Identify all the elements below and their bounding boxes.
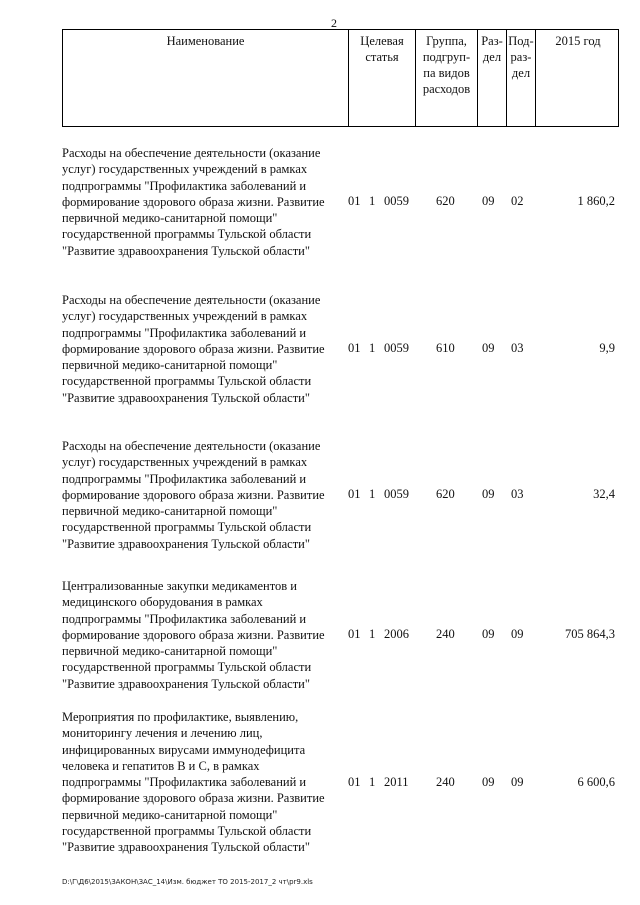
header-group-line: расходов xyxy=(422,82,471,96)
row-name-line: первичной медико-санитарной помощи" xyxy=(62,211,278,226)
cell-cs-b: 1 xyxy=(369,194,376,208)
row-name-line: формирование здорового образа жизни. Развитие xyxy=(62,194,325,209)
cell-cs-a: 01 xyxy=(348,775,361,789)
cell-podrazdel: 03 xyxy=(511,487,524,501)
cell-razdel: 09 xyxy=(482,341,495,355)
header-target-article xyxy=(348,30,415,126)
row-name-line: "Развитие здравоохранения Тульской области" xyxy=(62,536,310,551)
cell-razdel: 09 xyxy=(482,775,495,789)
cell-podrazdel: 03 xyxy=(511,341,524,355)
row-name-line: подпрограммы "Профилактика заболеваний и xyxy=(62,471,307,486)
cell-cs-c: 2006 xyxy=(384,627,409,641)
row-name-line: "Развитие здравоохранения Тульской области" xyxy=(62,840,310,855)
header-year xyxy=(535,30,620,126)
row-name-line: подпрограммы "Профилактика заболеваний и xyxy=(62,611,307,626)
row-name-line: "Развитие здравоохранения Тульской области" xyxy=(62,390,310,405)
row-name-line: государственной программы Тульской области xyxy=(62,374,312,389)
row-name-line: Централизованные закупки медикаментов и xyxy=(62,579,297,593)
row-name-line: мониторингу лечения и лечению лиц, xyxy=(62,726,263,741)
row-name-line: первичной медико-санитарной помощи" xyxy=(62,644,278,659)
cell-amount: 1 860,2 xyxy=(577,194,615,208)
cell-cs-a: 01 xyxy=(348,194,361,208)
row-name-line: первичной медико-санитарной помощи" xyxy=(62,358,278,373)
cell-group: 610 xyxy=(436,341,455,355)
cell-group: 240 xyxy=(436,627,455,641)
row-name-line: государственной программы Тульской области xyxy=(62,520,312,535)
header-razdel-line: Раз- xyxy=(481,34,503,48)
row-name-line: формирование здорового образа жизни. Развитие xyxy=(62,791,325,806)
row-name xyxy=(62,438,347,552)
header-year-label: 2015 год xyxy=(555,34,601,48)
cell-amount: 32,4 xyxy=(593,487,615,501)
header-podrazdel-line: Под- xyxy=(508,34,534,48)
header-podrazdel-line: раз- xyxy=(510,50,532,64)
cell-amount: 6 600,6 xyxy=(577,775,615,789)
header-razdel xyxy=(477,30,506,126)
table-row xyxy=(62,292,619,412)
header-podrazdel xyxy=(506,30,535,126)
file-path-footer: D:\Г\Д6\2015\ЗАКОН\ЗАС_14\Изм. бюджет ТО 2015-2017_2 чт\pr9.xls xyxy=(62,878,313,886)
row-name-line: Мероприятия по профилактике, выявлению, xyxy=(62,710,299,724)
row-name-line: Расходы на обеспечение деятельности (оказание xyxy=(62,439,321,453)
cell-cs-b: 1 xyxy=(369,341,376,355)
row-name xyxy=(62,709,347,856)
row-name-line: подпрограммы "Профилактика заболеваний и xyxy=(62,178,307,193)
cell-group: 620 xyxy=(436,194,455,208)
row-name xyxy=(62,578,347,692)
row-name-line: формирование здорового образа жизни. Развитие xyxy=(62,487,325,502)
cell-cs-b: 1 xyxy=(369,775,376,789)
row-name xyxy=(62,292,347,406)
row-name-line: подпрограммы "Профилактика заболеваний и xyxy=(62,325,307,340)
row-name-line: государственной программы Тульской области xyxy=(62,660,312,675)
header-name-label: Наименование xyxy=(166,34,245,48)
header-group-line: подгруп- xyxy=(422,50,471,64)
cell-razdel: 09 xyxy=(482,194,495,208)
row-name-line: услуг) государственных учреждений в рамках xyxy=(62,455,308,470)
row-name-line: формирование здорового образа жизни. Развитие xyxy=(62,341,325,356)
row-name-line: подпрограммы "Профилактика заболеваний и xyxy=(62,775,307,790)
header-name xyxy=(63,30,348,126)
header-razdel-line: дел xyxy=(482,50,502,64)
cell-amount: 705 864,3 xyxy=(565,627,615,641)
header-target-line: Целевая xyxy=(360,34,404,48)
table-row xyxy=(62,709,619,859)
header-podrazdel-line: дел xyxy=(511,66,531,80)
header-group xyxy=(415,30,477,126)
row-name-line: "Развитие здравоохранения Тульской области" xyxy=(62,676,310,691)
cell-razdel: 09 xyxy=(482,487,495,501)
table-header xyxy=(62,29,619,127)
cell-cs-b: 1 xyxy=(369,627,376,641)
row-name-line: Расходы на обеспечение деятельности (оказание xyxy=(62,146,321,160)
cell-amount: 9,9 xyxy=(599,341,615,355)
cell-cs-a: 01 xyxy=(348,627,361,641)
row-name-line: государственной программы Тульской области xyxy=(62,824,312,839)
row-name-line: первичной медико-санитарной помощи" xyxy=(62,504,278,519)
cell-group: 620 xyxy=(436,487,455,501)
row-name-line: услуг) государственных учреждений в рамках xyxy=(62,162,308,177)
row-name-line: Расходы на обеспечение деятельности (оказание xyxy=(62,293,321,307)
row-name xyxy=(62,145,347,259)
row-name-line: формирование здорового образа жизни. Развитие xyxy=(62,627,325,642)
row-name-line: медицинского оборудования в рамках xyxy=(62,595,263,610)
table-row xyxy=(62,438,619,558)
cell-podrazdel: 02 xyxy=(511,194,524,208)
row-name-line: услуг) государственных учреждений в рамках xyxy=(62,309,308,324)
header-target-line: статья xyxy=(365,50,399,64)
row-name-line: государственной программы Тульской области xyxy=(62,227,312,242)
header-group-line: Группа, xyxy=(426,34,467,48)
cell-razdel: 09 xyxy=(482,627,495,641)
cell-cs-c: 0059 xyxy=(384,487,409,501)
page-number: 2 xyxy=(331,16,337,30)
cell-cs-a: 01 xyxy=(348,341,361,355)
cell-podrazdel: 09 xyxy=(511,775,524,789)
cell-cs-b: 1 xyxy=(369,487,376,501)
cell-cs-a: 01 xyxy=(348,487,361,501)
row-name-line: инфицированных вирусами иммунодефицита xyxy=(62,742,306,757)
row-name-line: человека и гепатитов В и С, в рамках xyxy=(62,758,260,773)
table-row xyxy=(62,578,619,698)
row-name-line: "Развитие здравоохранения Тульской области" xyxy=(62,243,310,258)
cell-cs-c: 0059 xyxy=(384,194,409,208)
cell-cs-c: 2011 xyxy=(384,775,409,789)
cell-podrazdel: 09 xyxy=(511,627,524,641)
cell-group: 240 xyxy=(436,775,455,789)
table-row xyxy=(62,145,619,265)
cell-cs-c: 0059 xyxy=(384,341,409,355)
header-group-line: па видов xyxy=(423,66,470,80)
row-name-line: первичной медико-санитарной помощи" xyxy=(62,807,278,822)
